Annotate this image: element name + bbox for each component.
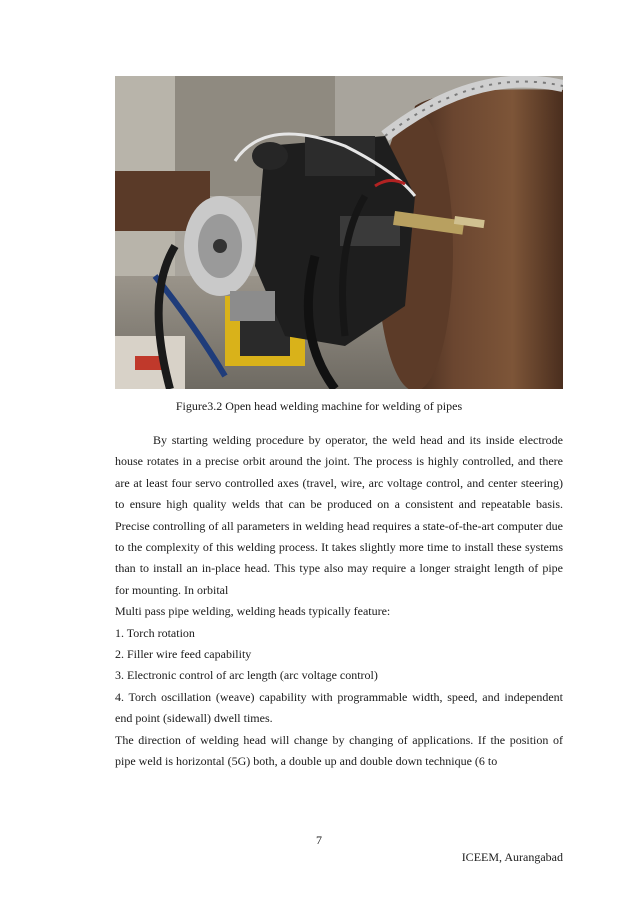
figure-caption: Figure3.2 Open head welding machine for welding of pipes — [175, 399, 463, 413]
paragraph-orbital-welding: By starting welding procedure by operator, the weld head and its inside electrode house rotates in a precise orbit around the joint. The process is highly controlled, and there are at least four servo controlled axes (travel, wire, arc voltage control, and center steering) to ensure high quality welds that can be produced on a consistent and repeatable basis. Precise controlling of all parameters in welding head requires a state-of-the-art computer due to the complexity of this welding process. It takes slightly more time to install these systems than to install an in-place head. This type also may require a longer straight length of pipe for mounting. In orbital — [115, 433, 563, 597]
list-item-1: 1. Torch rotation — [115, 625, 195, 640]
body-text — [115, 430, 563, 773]
photo-illustration — [115, 76, 563, 389]
welding-machine-photo — [115, 76, 563, 389]
list-intro: Multi pass pipe welding, welding heads typically feature: — [115, 604, 391, 619]
page-footer: ICEEM, Aurangabad — [461, 850, 563, 864]
list-item-3: 3. Electronic control of arc length (arc voltage control) — [115, 668, 378, 683]
list-item-2: 2. Filler wire feed capability — [115, 647, 252, 662]
list-item-4: 4. Torch oscillation (weave) capability with programmable width, speed, and independent end point (sidewall) dwell times. — [115, 689, 563, 726]
paragraph-weld-direction: The direction of welding head will change by changing of applications. If the position of pipe weld is horizontal (5G) both, a double up and double down technique (6 to — [115, 732, 563, 769]
page-number: 7 — [316, 833, 322, 847]
